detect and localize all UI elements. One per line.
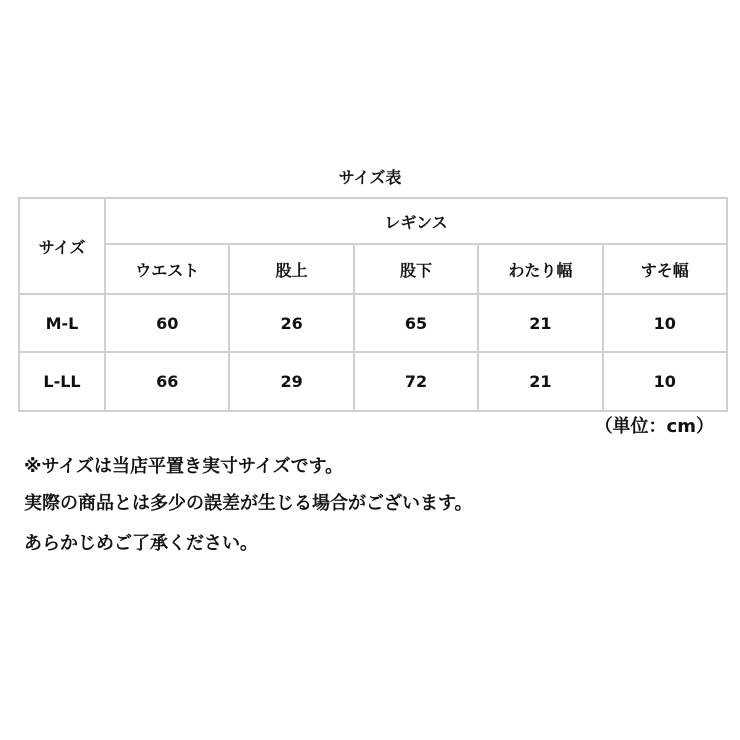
table-column-header-row: [19, 244, 727, 294]
table-title: サイズ表: [338, 168, 402, 187]
table-cell: 26: [229, 294, 353, 352]
column-header-thigh-width: わたり幅: [478, 244, 602, 294]
column-header-hem-width: すそ幅: [603, 244, 727, 294]
table-cell: 21: [478, 352, 602, 411]
group-header-leggings: レギンス: [105, 198, 727, 244]
note-line-3: あらかじめご了承ください。: [24, 533, 258, 554]
table-cell: 60: [105, 294, 229, 352]
column-header-inseam: 股下: [354, 244, 478, 294]
table-row: [19, 294, 727, 352]
table-cell: 66: [105, 352, 229, 411]
table-row: [19, 352, 727, 411]
unit-note: （単位：cm）: [594, 416, 714, 437]
row-size-label: M-L: [19, 294, 105, 352]
table-cell: 10: [603, 294, 727, 352]
size-table: [18, 197, 728, 412]
table-cell: 29: [229, 352, 353, 411]
column-header-rise: 股上: [229, 244, 353, 294]
note-line-2: 実際の商品とは多少の誤差が生じる場合がございます。: [24, 493, 473, 514]
table-cell: 72: [354, 352, 478, 411]
corner-header-size: サイズ: [19, 198, 105, 294]
row-size-label: L-LL: [19, 352, 105, 411]
column-header-waist: ウエスト: [105, 244, 229, 294]
table-cell: 65: [354, 294, 478, 352]
note-line-1: ※サイズは当店平置き実寸サイズです。: [24, 456, 344, 477]
table-header-row: [19, 198, 727, 244]
table-cell: 21: [478, 294, 602, 352]
table-cell: 10: [603, 352, 727, 411]
